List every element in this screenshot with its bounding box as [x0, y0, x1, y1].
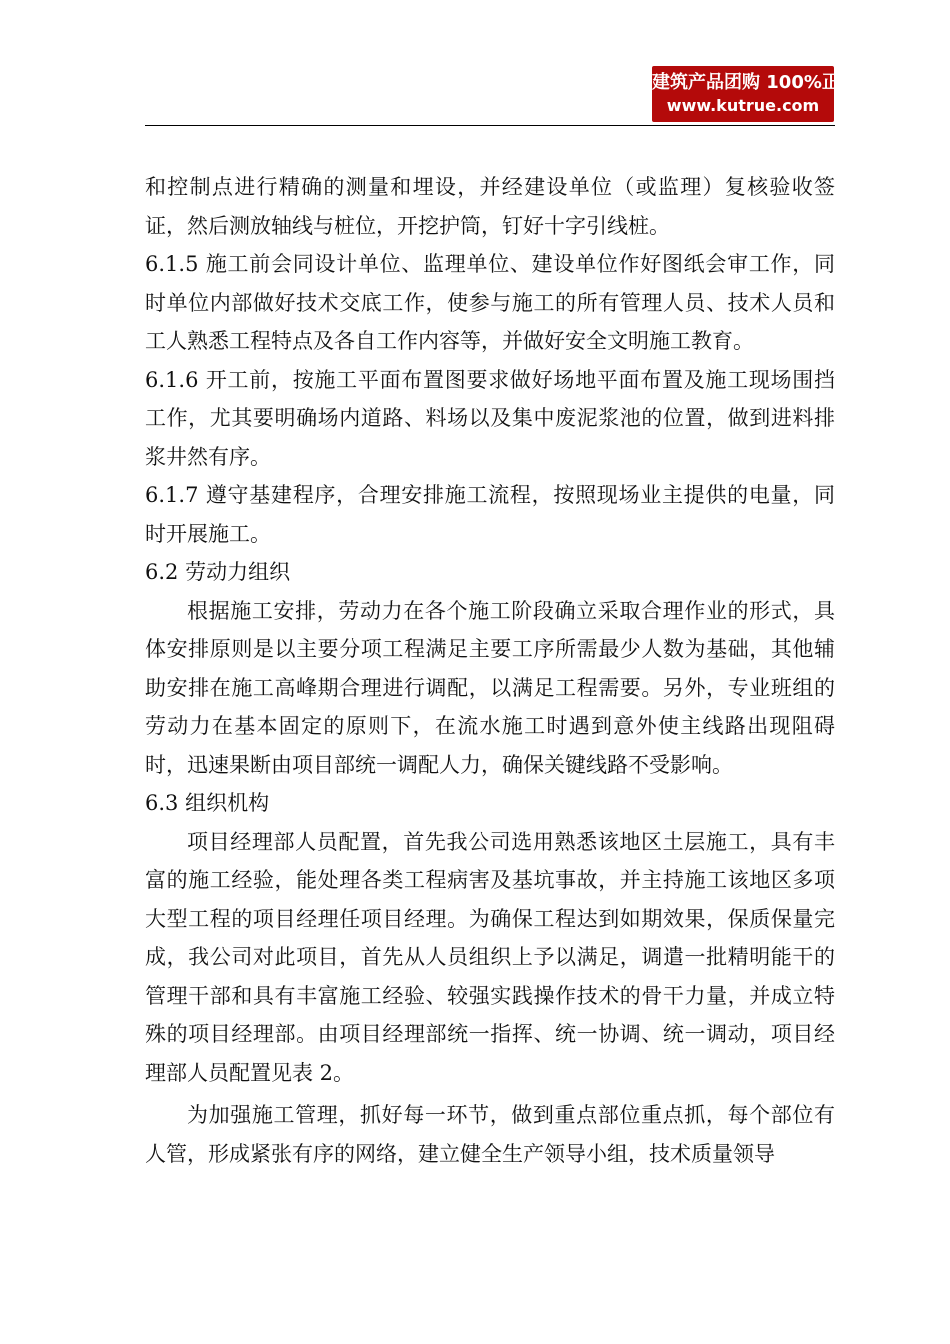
paragraph-labor: 根据施工安排，劳动力在各个施工阶段确立采取合理作业的形式，具体安排原则是以主要分项工程满足主要工序所需最少人数为基础，其他辅助安排在施工高峰期合理进行调配，以满足工程需要。另外，专业班组的劳动力在基本固定的原则下，在流水施工时遇到意外使主线路出现阻碍时，迅速果断由项目部统一调配人力，确保关键线路不受影响。 — [145, 598, 835, 777]
section-heading-6-2: 6.2 劳动力组织 — [145, 560, 291, 584]
section-heading-6-3: 6.3 组织机构 — [145, 791, 270, 815]
banner-slogan: 建筑产品团购 100%正品 — [652, 72, 858, 93]
paragraph-management: 为加强施工管理，抓好每一环节，做到重点部位重点抓，每个部位有人管，形成紧张有序的网络，建立健全生产领导小组，技术质量领导 — [145, 1103, 835, 1166]
paragraph-6-1-6: 6.1.6 开工前，按施工平面布置图要求做好场地平面布置及施工现场围挡工作，尤其要明确场内道路、料场以及集中废泥浆池的位置，做到进料排浆井然有序。 — [145, 367, 835, 469]
banner-url: www.kutrue.com — [666, 96, 820, 115]
paragraph-6-1-7: 6.1.7 遵守基建程序，合理安排施工流程，按照现场业主提供的电量，同时开展施工。 — [145, 483, 835, 546]
paragraph-survey: 和控制点进行精确的测量和埋设，并经建设单位（或监理）复核验收签证，然后测放轴线与桩位，开挖护筒，钉好十字引线桩。 — [145, 175, 835, 238]
paragraph-organization: 项目经理部人员配置，首先我公司选用熟悉该地区土层施工，具有丰富的施工经验，能处理各类工程病害及基坑事故，并主持施工该地区多项大型工程的项目经理任项目经理。为确保工程达到如期效果，保质保量完成，我公司对此项目，首先从人员组织上予以满足，调遣一批精明能干的管理干部和具有丰富施工经验、较强实践操作技术的骨干力量，并成立特殊的项目经理部。由项目经理部统一指挥、统一协调、统一调动，项目经理部人员配置见表 2。 — [145, 829, 835, 1085]
site-banner-logo — [652, 66, 858, 122]
paragraph-6-1-5: 6.1.5 施工前会同设计单位、监理单位、建设单位作好图纸会审工作，同时单位内部做好技术交底工作，使参与施工的所有管理人员、技术人员和工人熟悉工程特点及各自工作内容等，并做好安全文明施工教育。 — [145, 252, 835, 353]
document-body — [145, 168, 835, 1173]
header-rule — [145, 125, 835, 126]
